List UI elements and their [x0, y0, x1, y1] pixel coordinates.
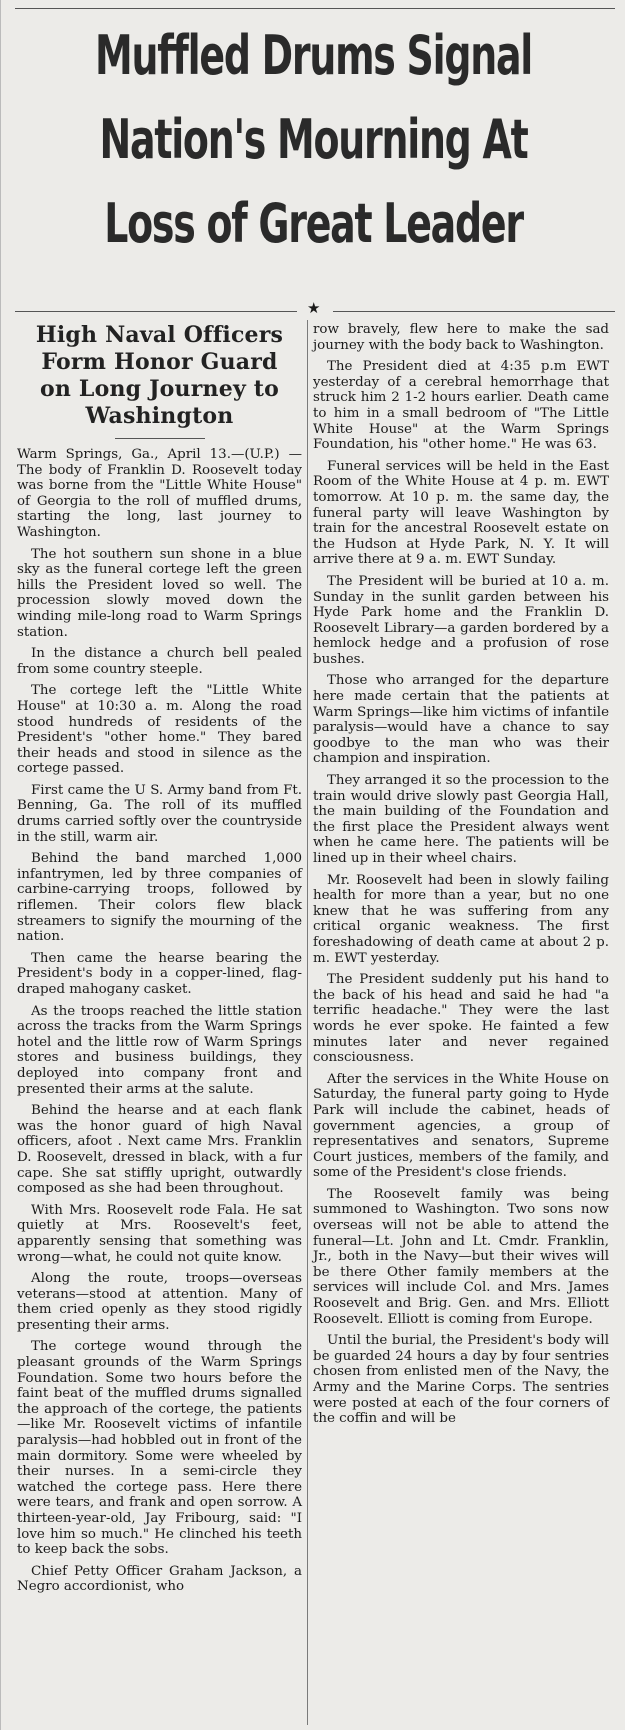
paragraph: row bravely, flew here to make the sad journey with the body back to Washington. [313, 322, 609, 353]
paragraph: Along the route, troops—overseas veterans—stood at attention. Many of them cried openly as they stood rigidly presenting their arms. [17, 1271, 302, 1333]
right-column [313, 322, 609, 1433]
separator-rule-left [15, 311, 297, 312]
star-icon: ★ [307, 299, 321, 317]
subhead-line: on Long Journey to [39, 376, 280, 402]
separator-rule-right [333, 311, 615, 312]
subhead-rule [115, 438, 205, 439]
paragraph: The President died at 4:35 p.m EWT yesterday of a cerebral hemorrhage that struck him 2 1-2 hours earlier. Death came to him in a small bedroom of "The Little White House" at the Warm Springs Foundation, his "other home." He was 63. [313, 359, 609, 453]
subhead-line: Washington [85, 403, 234, 429]
paragraph: Until the burial, the President's body will be guarded 24 hours a day by four sentries chosen from enlisted men of the Navy, the Army and the Marine Corps. The sentries were posted at each of the four corners of the coffin and will be [313, 1333, 609, 1427]
paragraph: The President suddenly put his hand to the back of his head and said he had "a terrific headache." They were the last words he ever spoke. He fainted a few minutes later and never regained consciousness. [313, 972, 609, 1066]
paragraph: In the distance a church bell pealed from some country steeple. [17, 646, 302, 677]
paragraph: The President will be buried at 10 a. m. Sunday in the sunlit garden between his Hyde Park home and the Franklin D. Roosevelt Library—a garden bordered by a hemlock hedge and a profusion of rose bushes. [313, 573, 609, 667]
paragraph: After the services in the White House on Saturday, the funeral party going to Hyde Park will include the cabinet, heads of government agencies, a group of representatives and senators, Supreme Court justices, members of the family, and some of the President's close friends. [313, 1071, 609, 1181]
paragraph: Then came the hearse bearing the President's body in a copper-lined, flag-draped mahogany casket. [17, 950, 302, 997]
paragraph: Chief Petty Officer Graham Jackson, a Negro accordionist, who [17, 1563, 302, 1595]
top-rule [15, 8, 615, 9]
paragraph: Behind the hearse and at each flank was the honor guard of high Naval officers, afoot . Next came Mrs. Franklin D. Roosevelt, dressed in black, with a fur cape. She sat stiffly upright, outwardly composed as she had been throughout. [17, 1103, 302, 1197]
paragraph: The hot southern sun shone in a blue sky as the funeral cortege left the green hills the President loved so well. The procession slowly moved down the winding mile-long road to Warm Springs station. [17, 546, 302, 640]
headline [11, 14, 616, 266]
paragraph: Those who arranged for the departure here made certain that the patients at Warm Springs—like him victims of infantile paralysis—would have a chance to say goodbye to the man who was their champion and inspiration. [313, 673, 609, 767]
headline-line: Nation's Mourning At [99, 108, 528, 171]
paragraph: The cortege left the "Little White House" at 10:30 a. m. Along the road stood hundreds of residents of the President's "other home." They bared their heads and stood in silence as the cortege passed. [17, 683, 302, 777]
left-column [17, 322, 302, 1601]
headline-line: Muffled Drums Signal [95, 24, 532, 87]
paragraph: Behind the band marched 1,000 infantrymen, led by three companies of carbine-carrying troops, followed by riflemen. Their colors flew black streamers to signify the mourning of the nation. [17, 851, 302, 945]
paragraph: Warm Springs, Ga., April 13.—(U.P.) —The body of Franklin D. Roosevelt today was borne from the "Little White House" of Georgia to the roll of muffled drums, starting the long, last journey to Washington. [17, 447, 302, 540]
paragraph: With Mrs. Roosevelt rode Fala. He sat quietly at Mrs. Roosevelt's feet, apparently sensing that something was wrong—what, he could not quite know. [17, 1202, 302, 1265]
paragraph: Funeral services will be held in the East Room of the White House at 4 p. m. EWT tomorrow. At 10 p. m. the same day, the funeral party will leave Washington by train for the ancestral Roosevelt estate on the Hudson at Hyde Park, N. Y. It will arrive there at 9 a. m. EWT Sunday. [313, 458, 609, 568]
paragraph: The Roosevelt family was being summoned to Washington. Two sons now overseas will not be able to attend the funeral—Lt. John and Lt. Cmdr. Franklin, Jr., both in the Navy—but their wives will be there Other family members at the services will include Col. and Mrs. James Roosevelt and Brig. Gen. and Mrs. Elliott Roosevelt. Elliott is coming from Europe. [313, 1186, 609, 1327]
column-divider [307, 320, 308, 1725]
paragraph: Mr. Roosevelt had been in slowly failing health for more than a year, but no one knew that he was suffering from any critical organic weakness. The first foreshadowing of death came at about 2 p. m. EWT yesterday. [313, 872, 609, 966]
subhead [17, 322, 302, 430]
paragraph: As the troops reached the little station across the tracks from the Warm Springs hotel and the little row of Warm Springs stores and business buildings, they deployed into company front and presented their arms at the salute. [17, 1003, 302, 1097]
paragraph: First came the U S. Army band from Ft. Benning, Ga. The roll of its muffled drums carried softly over the countryside in the still, warm air. [17, 782, 302, 845]
headline-separator [15, 299, 615, 318]
paragraph: The cortege wound through the pleasant grounds of the Warm Springs Foundation. Some two hours before the faint beat of the muffled drums signalled the approach of the cortege, the patients —like Mr. Roosevelt victims of infantile paralysis—had hobbled out in front of the main dormitory. Some were wheeled by their nurses. In a semi-circle they watched the cortege pass. Here there were tears, and frank and open sorrow. A thirteen-year-old, Jay Fribourg, said: "I love him so much." He clinched his teeth to keep back the sobs. [17, 1339, 302, 1558]
paragraph: They arranged it so the procession to the train would drive slowly past Georgia Hall, the main building of the Foundation and the first place the President always went when he came here. The patients will be lined up in their wheel chairs. [313, 773, 609, 866]
subhead-line: Form Honor Guard [41, 349, 278, 375]
subhead-line: High Naval Officers [35, 322, 284, 348]
headline-line: Loss of Great Leader [104, 192, 523, 255]
